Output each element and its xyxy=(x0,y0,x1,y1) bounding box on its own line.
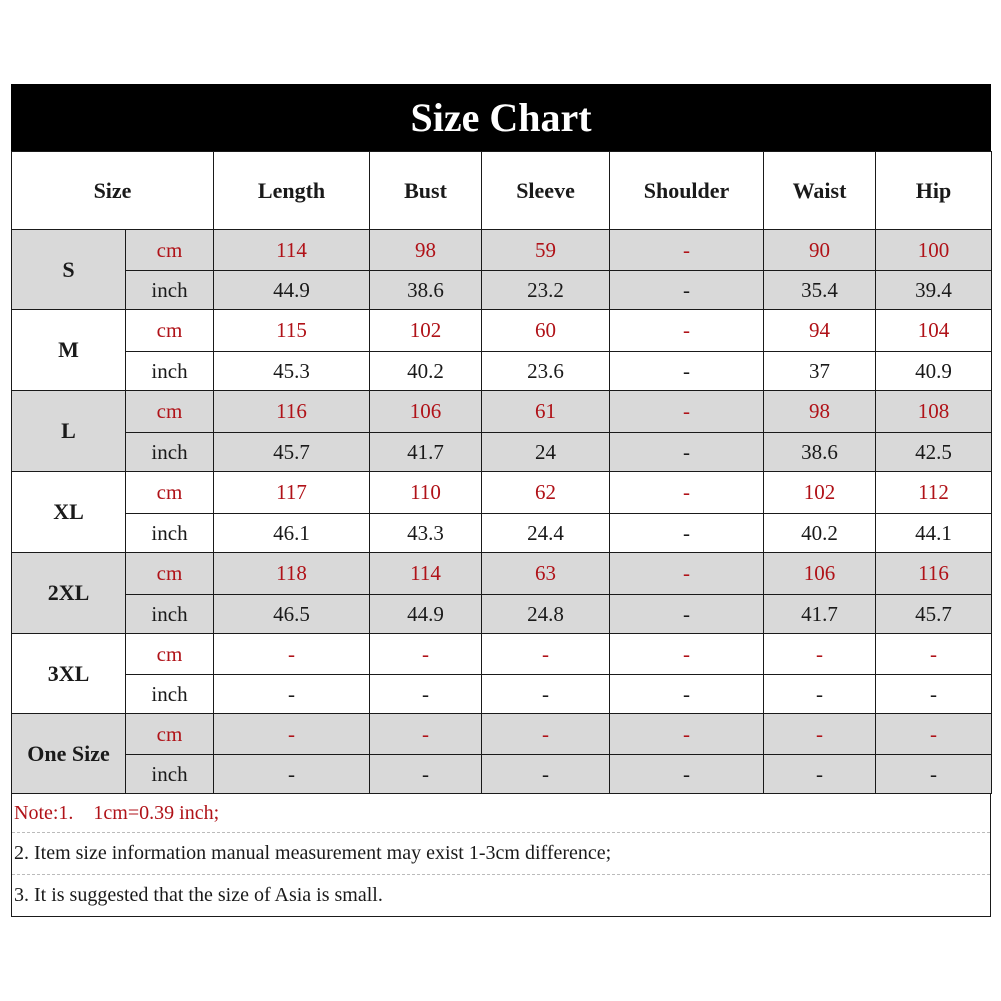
measurement-cell: 110 xyxy=(370,472,482,514)
size-label: L xyxy=(12,391,126,472)
measurement-cell: - xyxy=(370,714,482,755)
unit-label: cm xyxy=(126,230,214,271)
measurement-cell: - xyxy=(610,595,764,634)
table-row xyxy=(12,433,992,472)
measurement-cell: 38.6 xyxy=(764,433,876,472)
measurement-cell: 41.7 xyxy=(764,595,876,634)
measurement-cell: 35.4 xyxy=(764,271,876,310)
header-shoulder: Shoulder xyxy=(610,152,764,230)
unit-label: cm xyxy=(126,310,214,352)
notes xyxy=(11,794,991,917)
measurement-cell: - xyxy=(214,675,370,714)
measurement-cell: - xyxy=(482,755,610,794)
measurement-cell: - xyxy=(610,472,764,514)
measurement-cell: 117 xyxy=(214,472,370,514)
size-label: M xyxy=(12,310,126,391)
measurement-cell: 108 xyxy=(876,391,992,433)
measurement-cell: - xyxy=(610,230,764,271)
table-row xyxy=(12,675,992,714)
unit-label: inch xyxy=(126,514,214,553)
measurement-cell: 43.3 xyxy=(370,514,482,553)
measurement-cell: 98 xyxy=(764,391,876,433)
measurement-cell: - xyxy=(876,714,992,755)
measurement-cell: 61 xyxy=(482,391,610,433)
measurement-cell: 94 xyxy=(764,310,876,352)
measurement-cell: 46.1 xyxy=(214,514,370,553)
size-chart xyxy=(11,84,991,917)
measurement-cell: - xyxy=(610,352,764,391)
measurement-cell: - xyxy=(610,634,764,675)
size-label: 3XL xyxy=(12,634,126,714)
measurement-cell: 44.9 xyxy=(370,595,482,634)
table-row xyxy=(12,595,992,634)
measurement-cell: 59 xyxy=(482,230,610,271)
measurement-cell: 24 xyxy=(482,433,610,472)
table-row xyxy=(12,230,992,271)
measurement-cell: - xyxy=(764,714,876,755)
table-row xyxy=(12,472,992,514)
measurement-cell: - xyxy=(482,714,610,755)
measurement-cell: - xyxy=(214,634,370,675)
unit-label: cm xyxy=(126,472,214,514)
measurement-cell: 106 xyxy=(370,391,482,433)
table-row xyxy=(12,514,992,553)
size-label: 2XL xyxy=(12,553,126,634)
measurement-cell: 41.7 xyxy=(370,433,482,472)
measurement-cell: - xyxy=(610,271,764,310)
measurement-cell: - xyxy=(610,755,764,794)
measurement-cell: - xyxy=(610,391,764,433)
measurement-cell: 90 xyxy=(764,230,876,271)
measurement-cell: - xyxy=(764,755,876,794)
measurement-cell: 45.7 xyxy=(876,595,992,634)
size-label: One Size xyxy=(12,714,126,794)
measurement-cell: 23.2 xyxy=(482,271,610,310)
measurement-cell: - xyxy=(764,634,876,675)
unit-label: cm xyxy=(126,714,214,755)
measurement-cell: 45.7 xyxy=(214,433,370,472)
unit-label: cm xyxy=(126,391,214,433)
note-line: 3. It is suggested that the size of Asia is small. xyxy=(14,884,383,906)
measurement-cell: 106 xyxy=(764,553,876,595)
measurement-cell: 44.1 xyxy=(876,514,992,553)
measurement-cell: 39.4 xyxy=(876,271,992,310)
measurement-cell: - xyxy=(482,675,610,714)
size-label: XL xyxy=(12,472,126,553)
unit-label: inch xyxy=(126,433,214,472)
unit-label: inch xyxy=(126,595,214,634)
size-label: S xyxy=(12,230,126,310)
measurement-cell: 46.5 xyxy=(214,595,370,634)
measurement-cell: - xyxy=(876,675,992,714)
measurement-cell: 42.5 xyxy=(876,433,992,472)
header-size: Size xyxy=(12,152,214,230)
measurement-cell: 112 xyxy=(876,472,992,514)
table-row xyxy=(12,352,992,391)
measurement-cell: - xyxy=(764,675,876,714)
measurement-cell: 45.3 xyxy=(214,352,370,391)
measurement-cell: 63 xyxy=(482,553,610,595)
measurement-cell: - xyxy=(610,310,764,352)
note-line: 2. Item size information manual measurement may exist 1-3cm difference; xyxy=(12,833,990,875)
measurement-cell: 62 xyxy=(482,472,610,514)
header-length: Length xyxy=(214,152,370,230)
unit-label: inch xyxy=(126,271,214,310)
measurement-cell: - xyxy=(370,675,482,714)
header-waist: Waist xyxy=(764,152,876,230)
measurement-cell: - xyxy=(370,634,482,675)
table-row xyxy=(12,634,992,675)
measurement-cell: - xyxy=(214,755,370,794)
measurement-cell: - xyxy=(610,675,764,714)
unit-label: cm xyxy=(126,553,214,595)
measurement-cell: 60 xyxy=(482,310,610,352)
unit-label: inch xyxy=(126,352,214,391)
measurement-cell: 98 xyxy=(370,230,482,271)
measurement-cell: - xyxy=(876,755,992,794)
measurement-cell: 116 xyxy=(214,391,370,433)
measurement-cell: 104 xyxy=(876,310,992,352)
measurement-cell: 115 xyxy=(214,310,370,352)
note-line: Note:1. 1cm=0.39 inch; xyxy=(12,794,990,833)
measurement-cell: - xyxy=(610,433,764,472)
unit-label: inch xyxy=(126,675,214,714)
header-sleeve: Sleeve xyxy=(482,152,610,230)
table-row xyxy=(12,755,992,794)
measurement-cell: 114 xyxy=(214,230,370,271)
unit-label: inch xyxy=(126,755,214,794)
measurement-cell: 40.2 xyxy=(370,352,482,391)
measurement-cell: 24.8 xyxy=(482,595,610,634)
measurement-cell: 102 xyxy=(764,472,876,514)
measurement-cell: 40.2 xyxy=(764,514,876,553)
size-table xyxy=(11,151,992,794)
table-row xyxy=(12,310,992,352)
header-row xyxy=(12,152,992,230)
measurement-cell: 37 xyxy=(764,352,876,391)
table-row xyxy=(12,553,992,595)
measurement-cell: 38.6 xyxy=(370,271,482,310)
measurement-cell: 44.9 xyxy=(214,271,370,310)
measurement-cell: - xyxy=(610,553,764,595)
measurement-cell: 118 xyxy=(214,553,370,595)
measurement-cell: - xyxy=(610,514,764,553)
table-row xyxy=(12,714,992,755)
table-row xyxy=(12,271,992,310)
measurement-cell: - xyxy=(482,634,610,675)
measurement-cell: 100 xyxy=(876,230,992,271)
header-bust: Bust xyxy=(370,152,482,230)
measurement-cell: - xyxy=(610,714,764,755)
unit-label: cm xyxy=(126,634,214,675)
measurement-cell: - xyxy=(214,714,370,755)
measurement-cell: 114 xyxy=(370,553,482,595)
measurement-cell: 102 xyxy=(370,310,482,352)
measurement-cell: 23.6 xyxy=(482,352,610,391)
measurement-cell: - xyxy=(370,755,482,794)
measurement-cell: 116 xyxy=(876,553,992,595)
measurement-cell: - xyxy=(876,634,992,675)
chart-title: Size Chart xyxy=(11,84,991,151)
header-hip: Hip xyxy=(876,152,992,230)
table-row xyxy=(12,391,992,433)
measurement-cell: 40.9 xyxy=(876,352,992,391)
measurement-cell: 24.4 xyxy=(482,514,610,553)
